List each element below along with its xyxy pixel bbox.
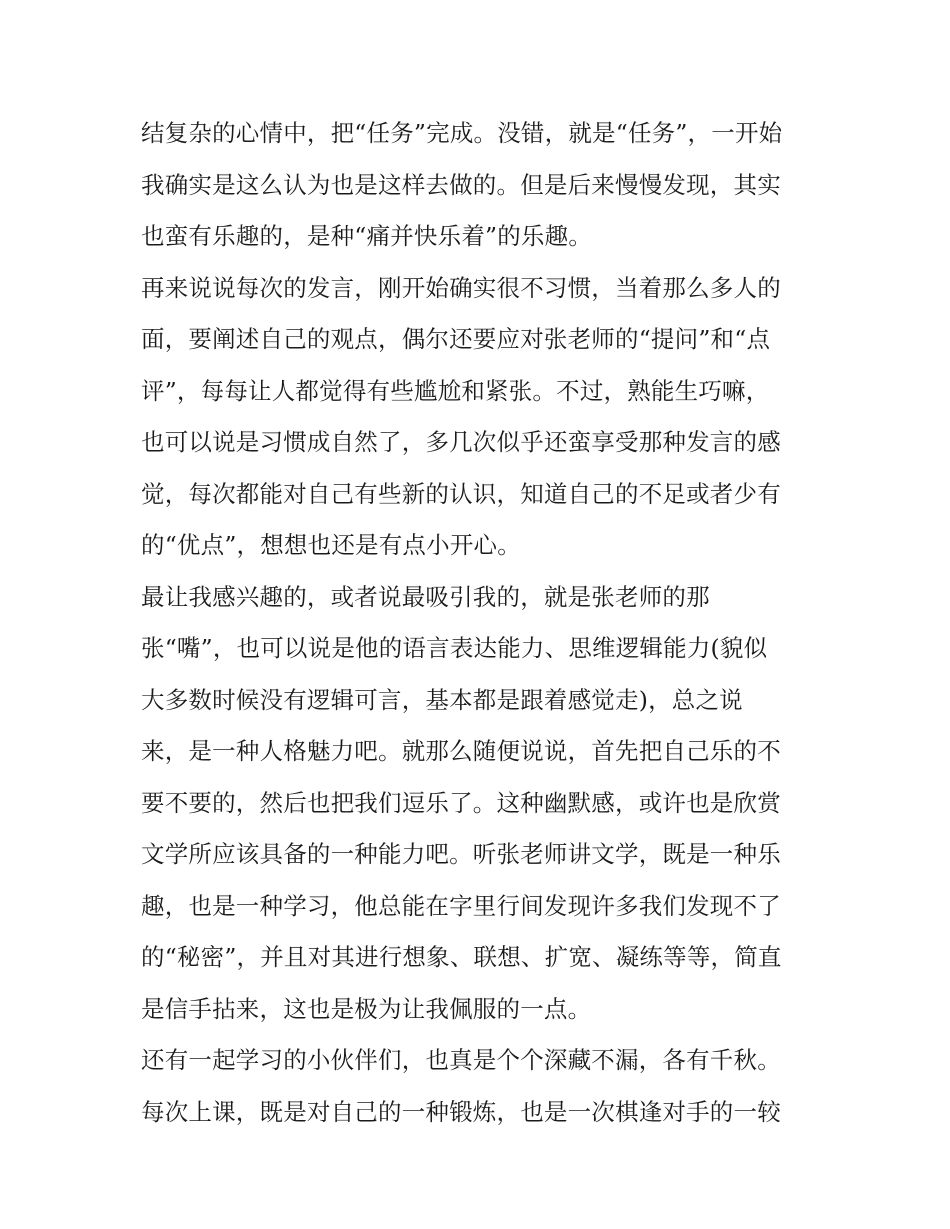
text-line: 评”，每每让人都觉得有些尴尬和紧张。不过，熟能生巧嘛， [141, 376, 770, 405]
text-line: 觉，每次都能对自己有些新的认识，知道自己的不足或者少有 [141, 479, 781, 508]
text-line: 再来说说每次的发言，刚开始确实很不习惯，当着那么多人的 [141, 273, 781, 302]
text-line: 我确实是这么认为也是这样去做的。但是后来慢慢发现，其实 [141, 170, 781, 199]
text-line: 也可以说是习惯成自然了，多几次似乎还蛮享受那种发言的感 [141, 428, 781, 456]
text-line: 的“优点”，想想也还是有点小开心。 [141, 531, 521, 559]
text-line: 结复杂的心情中，把“任务”完成。没错，就是“任务”，一开始 [141, 119, 783, 147]
text-line: 要不要的，然后也把我们逗乐了。这种幽默感，或许也是欣赏 [141, 788, 781, 817]
text-line: 是信手拈来，这也是极为让我佩服的一点。 [141, 994, 592, 1023]
text-line: 每次上课，既是对自己的一种锻炼，也是一次棋逢对手的一较 [141, 1097, 781, 1126]
text-line: 的“秘密”，并且对其进行想象、联想、扩宽、凝练等等，简直 [141, 943, 782, 971]
text-line: 还有一起学习的小伙伴们，也真是个个深藏不漏，各有千秋。 [141, 1046, 781, 1074]
text-line: 文学所应该具备的一种能力吧。听张老师讲文学，既是一种乐 [141, 840, 781, 868]
body-text [141, 108, 821, 1138]
text-line: 张“嘴”，也可以说是他的语言表达能力、思维逻辑能力(貌似 [141, 634, 768, 662]
text-line: 最让我感兴趣的，或者说最吸引我的，就是张老师的那 [141, 582, 710, 611]
text-line: 大多数时候没有逻辑可言，基本都是跟着感觉走)，总之说 [141, 685, 743, 714]
text-line: 趣，也是一种学习，他总能在字里行间发现许多我们发现不了 [141, 891, 781, 920]
text-line: 面，要阐述自己的观点，偶尔还要应对张老师的“提问”和“点 [141, 325, 771, 353]
text-line: 来，是一种人格魅力吧。就那么随便说说，首先把自己乐的不 [141, 737, 781, 765]
text-line: 也蛮有乐趣的，是种“痛并快乐着”的乐趣。 [141, 222, 593, 250]
